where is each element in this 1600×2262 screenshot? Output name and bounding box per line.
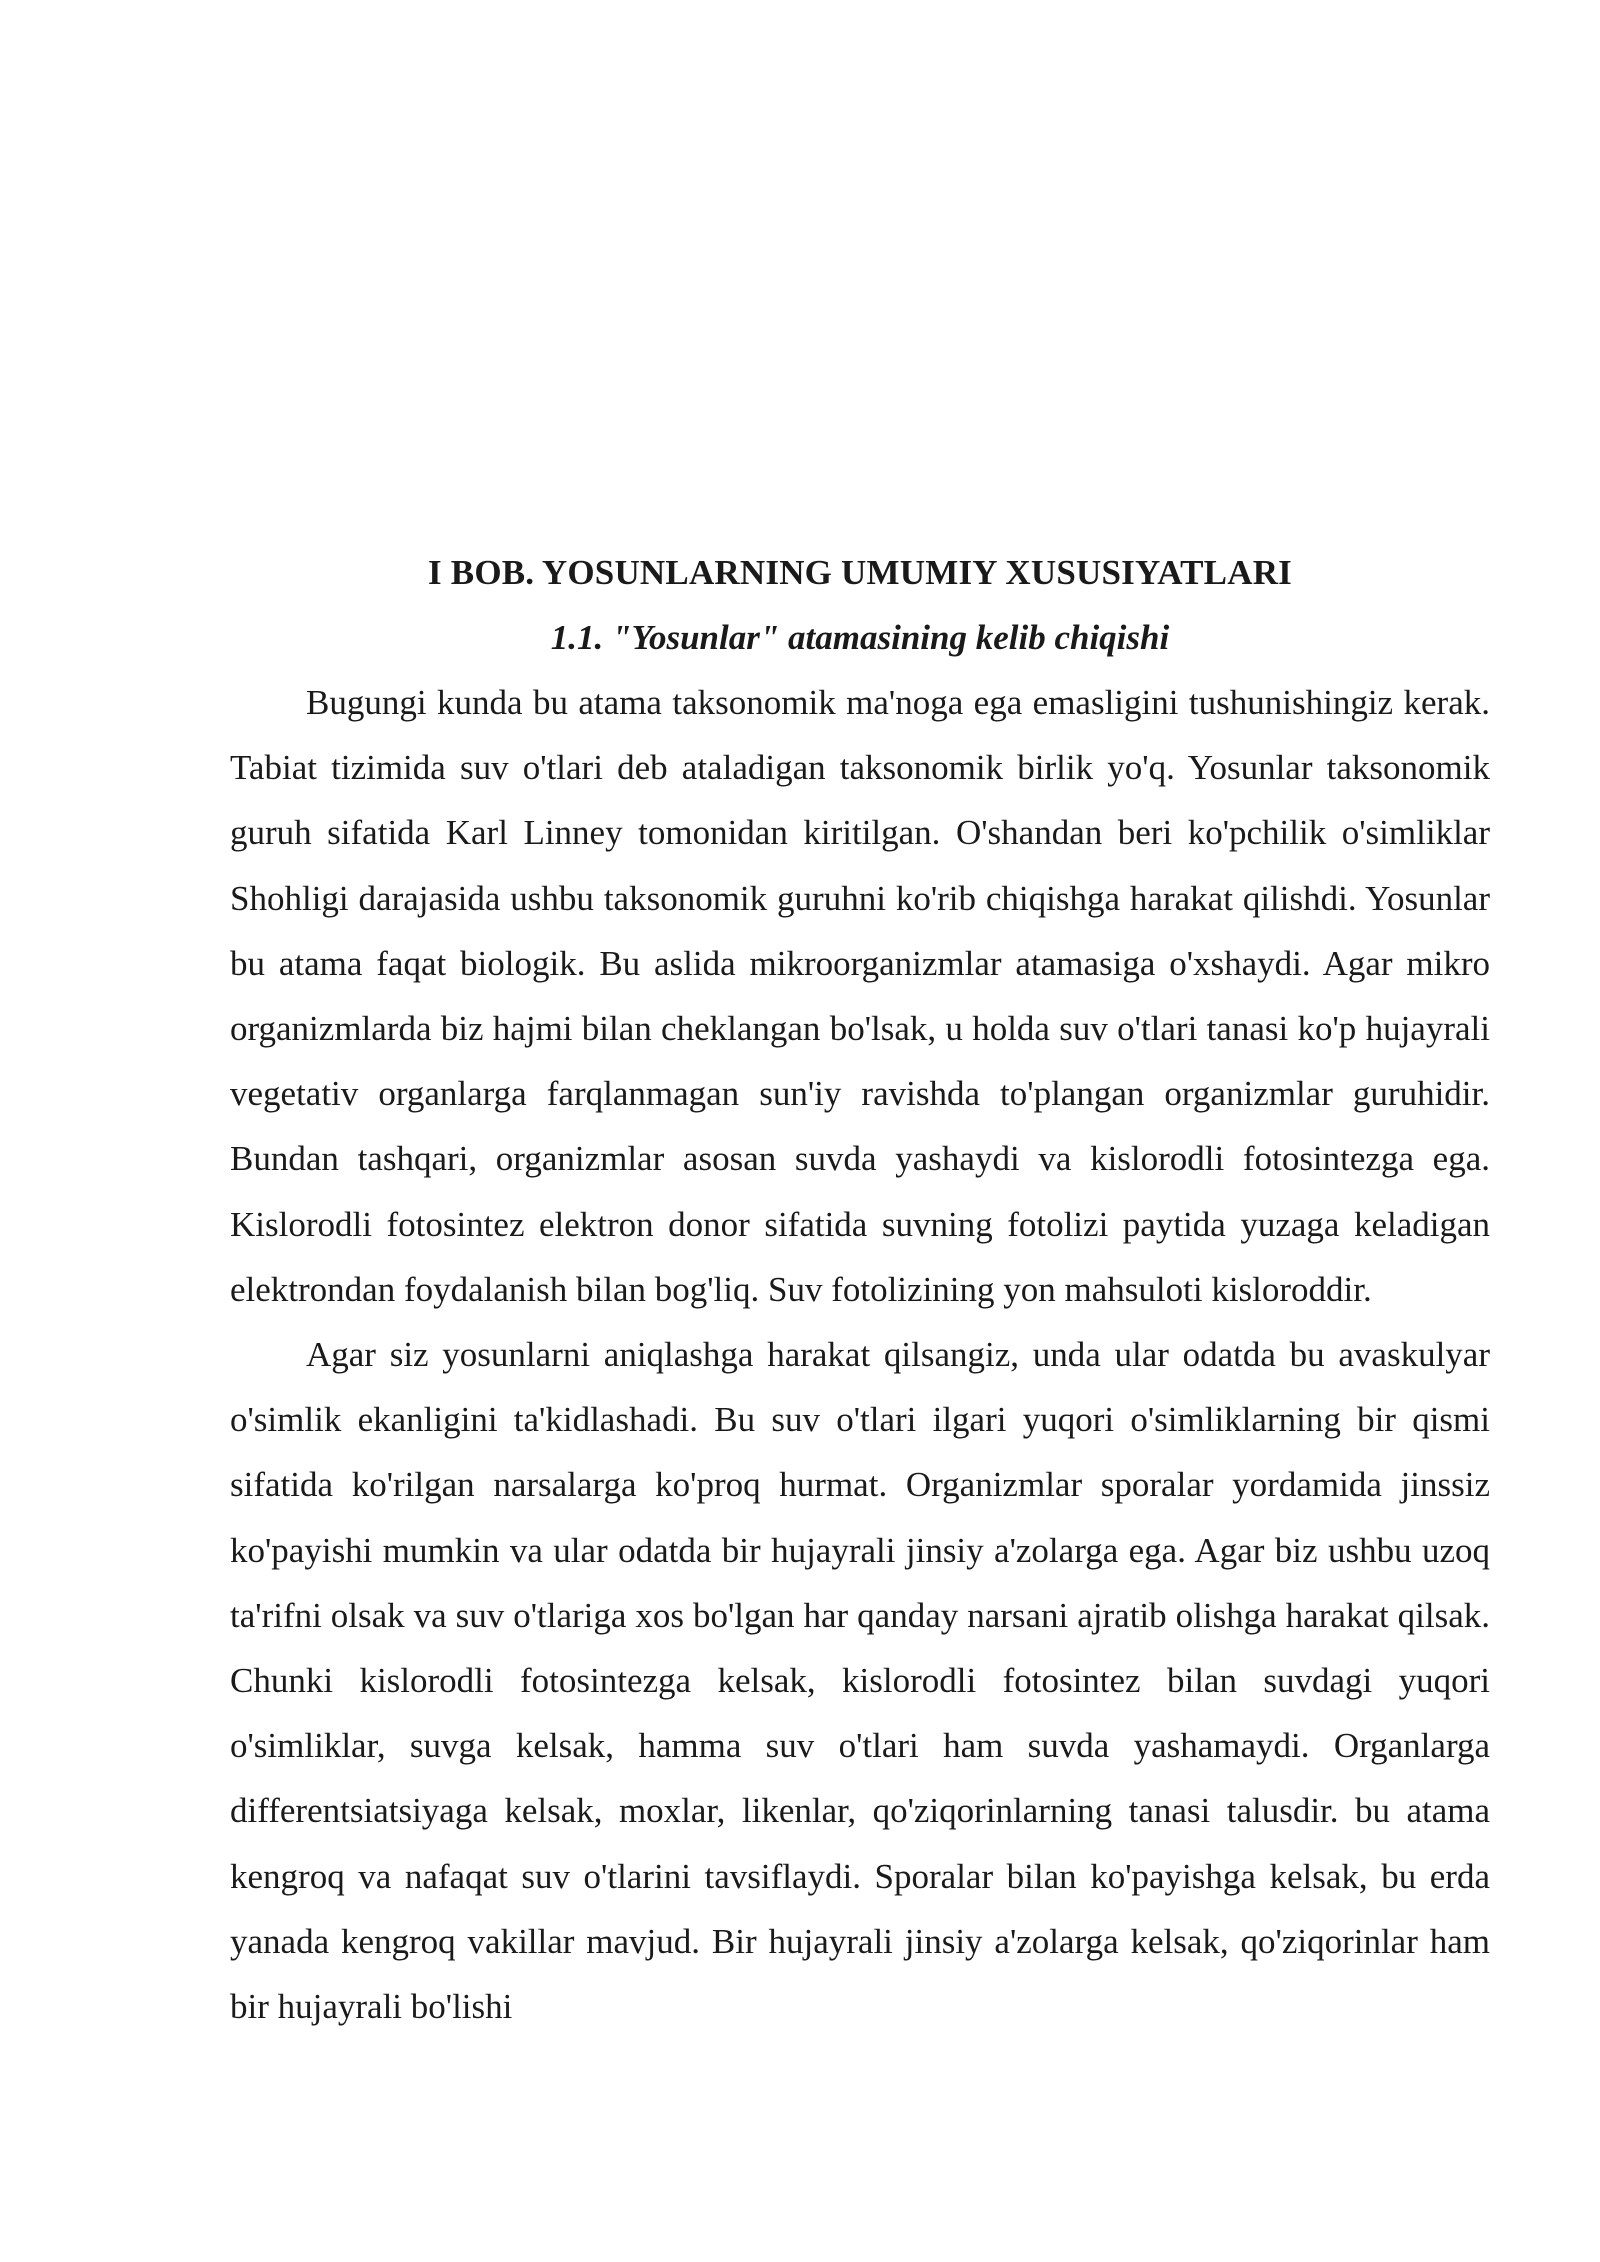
- body-paragraph: Agar siz yosunlarni aniqlashga harakat qilsangiz, unda ular odatda bu avaskulyar o'simlik ekanligini ta'kidlashadi. Bu suv o'tlari ilgari yuqori o'simliklarning bir qismi sifatida ko'rilgan narsalarga ko'proq hurmat. Organizmlar sporalar yordamida jinssiz ko'payishi mumkin va ular odatda bir hujayrali jinsiy a'zolarga ega. Agar biz ushbu uzoq ta'rifni olsak va suv o'tlariga xos bo'lgan har qanday narsani ajratib olishga harakat qilsak. Chunki kislorodli fotosintezga kelsak, kislorodli fotosintez bilan suvdagi yuqori o'simliklar, suvga kelsak, hamma suv o'tlari ham suvda yashamaydi. Organlarga differentsiatsiyaga kelsak, moxlar, likenlar, qo'ziqorinlarning tanasi talusdir. bu atama kengroq va nafaqat suv o'tlarini tavsiflaydi. Sporalar bilan ko'payishga kelsak, bu erda yanada kengroq vakillar mavjud. Bir hujayrali jinsiy a'zolarga kelsak, qo'ziqorinlar ham bir hujayrali bo'lishi: [230, 1335, 1490, 2027]
- body-paragraph: Bugungi kunda bu atama taksonomik ma'noga ega emasligini tushunishingiz kerak. Tabiat tizimida suv o'tlari deb ataladigan taksonomik birlik yo'q. Yosunlar taksonomik guruh sifatida Karl Linney tomonidan kiritilgan. O'shandan beri ko'pchilik o'simliklar Shohligi darajasida ushbu taksonomik guruhni ko'rib chiqishga harakat qilishdi. Yosunlar bu atama faqat biologik. Bu aslida mikroorganizmlar atamasiga o'xshaydi. Agar mikro organizmlarda biz hajmi bilan cheklangan bo'lsak, u holda suv o'tlari tanasi ko'p hujayrali vegetativ organlarga farqlanmagan sun'iy ravishda to'plangan organizmlar guruhidir. Bundan tashqari, organizmlar asosan suvda yashaydi va kislorodli fotosintezga ega. Kislorodli fotosintez elektron donor sifatida suvning fotolizi paytida yuzaga keladigan elektrondan foydalanish bilan bog'liq. Suv fotolizining yon mahsuloti kisloroddir.: [230, 683, 1490, 1309]
- page-content: [230, 540, 1490, 2039]
- chapter-title: I BOB. YOSUNLARNING UMUMIY XUSUSIYATLARI: [428, 553, 1292, 592]
- section-title: 1.1. "Yosunlar" atamasining kelib chiqishi: [550, 618, 1170, 657]
